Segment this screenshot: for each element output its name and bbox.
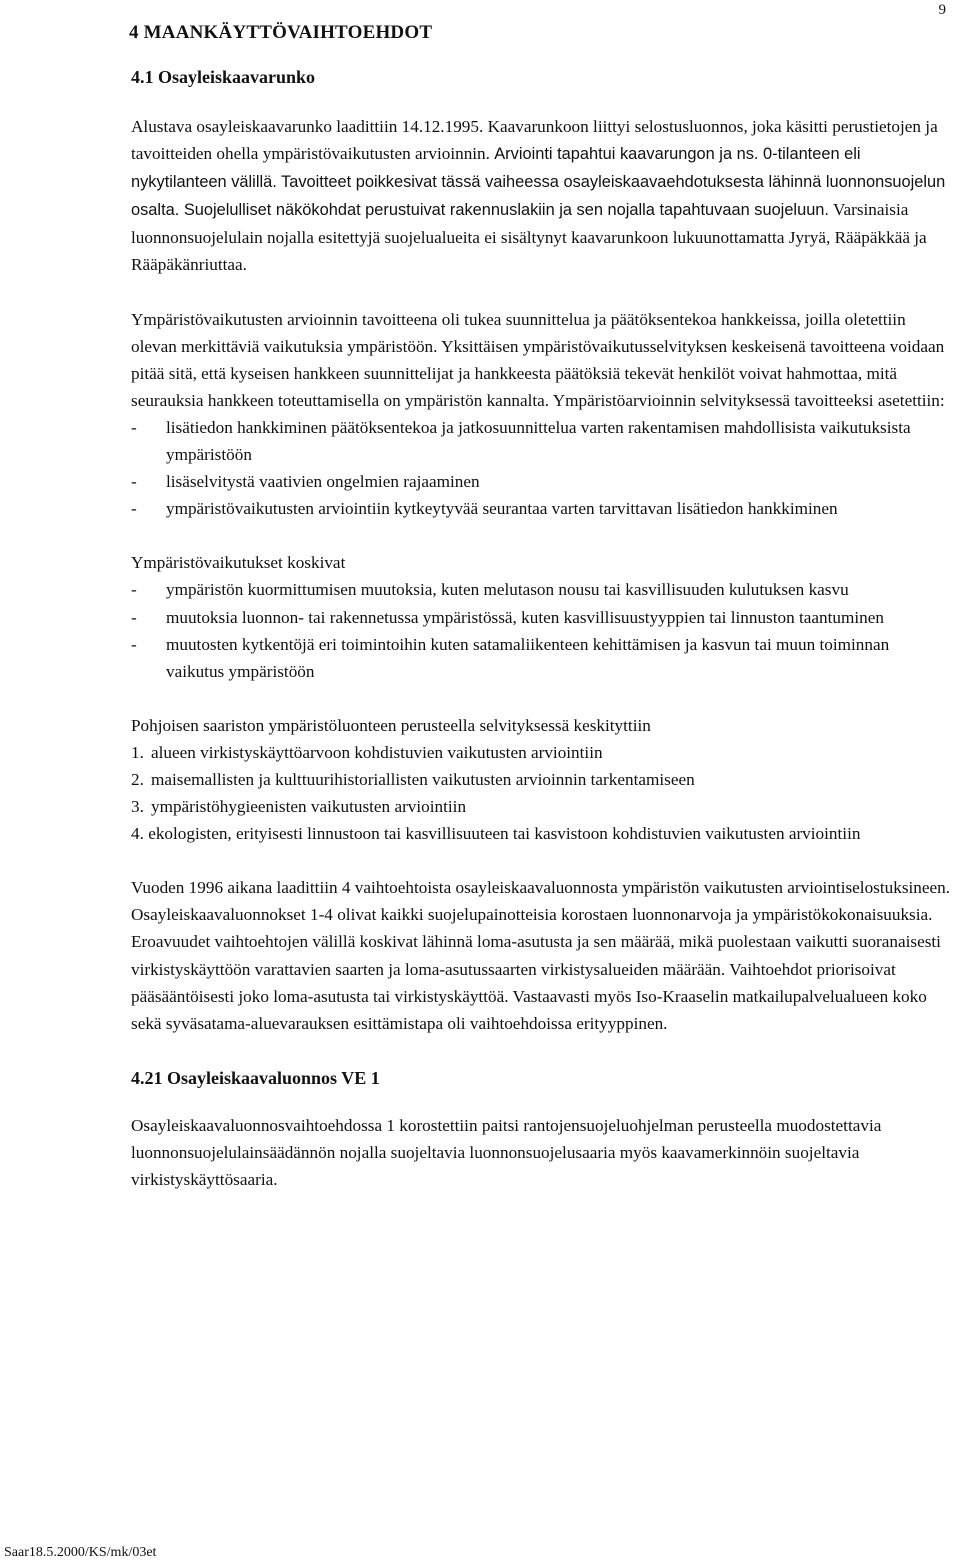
section-title: 4.1 Osayleiskaavarunko [131, 67, 316, 87]
item-text: alueen virkistyskäyttöarvoon kohdistuvien vaikutusten arviointiin [151, 742, 603, 762]
list-item: - muutosten kytkentöjä eri toimintoihin kuten satamaliikenteen kehittämisen ja kasvun tai muun toiminnan vaikutus ympäristöön [131, 631, 951, 685]
item-text: ympäristöhygieenisten vaikutusten arviointiin [151, 797, 467, 817]
goals-list [131, 414, 951, 522]
list-item: - ympäristövaikutusten arviointiin kytkeytyvää seurantaa varten tarvittavan lisätiedon hankkiminen [131, 495, 951, 522]
item-number: 1. [131, 742, 144, 762]
impacts-list [131, 576, 951, 684]
assessment-paragraph: Ympäristövaikutusten arvioinnin tavoitteena oli tukea suunnittelua ja päätöksentekoa hankkeissa, joilla oletettiin olevan merkittäviä vaikutuksia ympäristöön. Yksittäisen ympäristövaikutusselvityksen keskeisenä tavoitteena voidaan pitää sitä, että kyseisen hankkeen suunnittelijat ja hankkeesta päätöksiä tekevät henkilöt voivat hahmottaa, mitä seurauksia hankkeen toteuttamisella on ympäristön kannalta. Ympäristöarvioinnin selvityksessä tavoitteeksi asetettiin: [131, 309, 945, 410]
impacts-section [131, 549, 951, 684]
item-number: 3. [131, 797, 144, 817]
list-item [131, 739, 951, 766]
intro-text-a: Alustava osayleiskaavarunko laadittiin 14.12.1995. Kaavarunkoon liittyi selostusluonnos, joka käsitti perustietojen ja tavoitteiden ohella ympäristövaikutusten arvioinnin. [131, 117, 938, 164]
document-body [131, 14, 951, 1193]
focus-intro: Pohjoisen saariston ympäristöluonteen perusteella selvityksessä keskityttiin [131, 715, 651, 735]
item-text: ekologisten, erityisesti linnustoon tai kasvillisuuteen tai kasvistoon kohdistuvien vaikutusten arviointiin [148, 824, 861, 844]
ve1-paragraph: Osayleiskaavaluonnosvaihtoehdossa 1 korostettiin paitsi rantojensuojeluohjelman perusteella muodostettavia luonnonsuojelulainsäädännön nojalla suojeltavia luonnonsuojelusaaria myös kaavamerkinnöin suojeltavia virkistyskäyttösaaria. [131, 1115, 882, 1189]
assessment-section [131, 306, 951, 523]
list-item: - lisäselvitystä vaativien ongelmien rajaaminen [131, 468, 951, 495]
list-item: - muutoksia luonnon- tai rakennetussa ympäristössä, kuten kasvillisuustyyppien tai linnuston taantuminen [131, 604, 951, 631]
chapter-title: 4 MAANKÄYTTÖVAIHTOEHDOT [129, 22, 433, 43]
page-number: 9 [938, 2, 946, 18]
list-item: - ympäristön kuormittumisen muutoksia, kuten melutason nousu tai kasvillisuuden kulutuksen kasvu [131, 576, 951, 603]
subsection-title: 4.21 Osayleiskaavaluonnos VE 1 [131, 1067, 380, 1088]
intro-text-b: Arviointi tapahtui kaavarungon ja ns. 0-tilanteen eli nykytilanteen välillä. Tavoitteet poikkesivat tässä vaiheessa osayleiskaavaehdotuksesta lähinnä luonnonsuojelun osalta. Suojelulliset näkökohdat perustuivat rakennuslakiin ja sen nojalla tapahtuvaan suojeluun. [131, 145, 946, 220]
list-item: - lisätiedon hankkiminen päätöksentekoa ja jatkosuunnittelua varten rakentamisen mahdollisista vaikutuksista ympäristöön [131, 414, 951, 468]
focus-list [131, 739, 951, 847]
item-text: maisemallisten ja kulttuurihistoriallisten vaikutusten arvioinnin tarkentamiseen [151, 769, 695, 789]
intro-paragraph [131, 113, 951, 279]
item-number: 2. [131, 769, 144, 789]
alternatives-paragraph: Vuoden 1996 aikana laadittiin 4 vaihtoehtoista osayleiskaavaluonnosta ympäristön vaikutusten arviointiselostuksineen. Osayleiskaavaluonnokset 1-4 olivat kaikki suojelupainotteisia korostaen luonnonarvoja ja ympäristökokonaisuuksia. Eroavuudet vaihtoehtojen välillä koskivat lähinnä loma-asutusta ja sen määrää, mikä puolestaan vaikutti suoranaisesti virkistyskäyttöön varattavien saarten ja loma-asutussaarten virkistysalueiden määrään. Vaihtoehdot priorisoivat pääsääntöisesti joko loma-asutusta tai virkistyskäyttöä. Vastaavasti myös Iso-Kraaselin matkailupalvelualueen koko sekä syväsatama-aluevarauksen esittämistapa oli vaihtoehdoissa erityyppinen. [131, 878, 951, 1033]
intro-text-c: Varsinaisia luonnonsuojelulain nojalla esitettyjä suojelualueita ei sisältynyt kaavarunkoon lukuunottamatta Jyryä, Rääpäkkää ja Rääpäkänriuttaa. [131, 200, 927, 275]
footer-reference: Saar18.5.2000/KS/mk/03et [4, 1545, 157, 1560]
list-item [131, 793, 951, 820]
list-item [131, 820, 951, 847]
focus-section [131, 712, 951, 847]
impacts-intro: Ympäristövaikutukset koskivat [131, 553, 346, 573]
list-item [131, 766, 951, 793]
item-number: 4. [131, 824, 144, 844]
